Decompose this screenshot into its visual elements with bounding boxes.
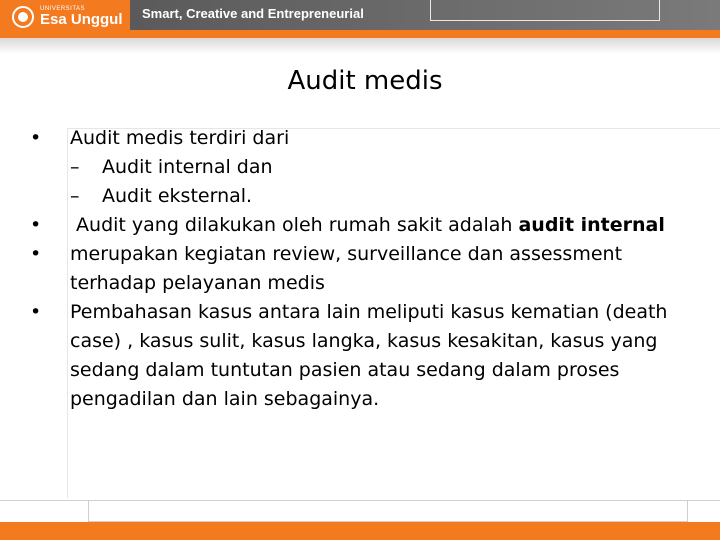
header-outline-box — [430, 0, 660, 21]
dash: – — [70, 156, 80, 178]
footer-box — [88, 500, 688, 522]
header-shadow — [0, 38, 720, 54]
footer-bar — [0, 522, 720, 540]
list-item-text: merupakan kegiatan review, surveillance dan assessment terhadap pelayanan medis — [70, 243, 623, 294]
sub-list-item-text: Audit eksternal. — [102, 185, 253, 207]
logo-subtitle: UNIVERSITAS — [40, 6, 86, 12]
logo-name: Esa Unggul — [40, 11, 123, 28]
header-banner — [0, 0, 720, 38]
bullet: • — [30, 243, 42, 265]
dash: – — [70, 185, 80, 207]
list-item-text: Pembahasan kasus antara lain meliputi kasus kematian (death case) , kasus sulit, kasus langka, kasus kesakitan, kasus yang sedang dalam tuntutan pasien atau sedang dalam proses pengadilan dan lain sebagainya. — [70, 301, 668, 410]
bullet: • — [30, 301, 42, 323]
bullet: • — [30, 127, 42, 149]
list-item-bold-text: audit internal — [518, 214, 665, 236]
tagline: Smart, Creative and Entrepreneurial — [142, 6, 364, 21]
list-item — [30, 211, 690, 240]
list-item — [30, 124, 690, 153]
list-item-text: Audit medis terdiri dari — [70, 127, 290, 149]
list-item — [30, 298, 690, 414]
slide-content — [30, 124, 690, 414]
list-item-text: Audit yang dilakukan oleh rumah sakit adalah — [70, 214, 519, 236]
sub-list-item — [30, 182, 690, 211]
list-item — [30, 240, 690, 298]
bullet: • — [30, 214, 42, 236]
sub-list-item-text: Audit internal dan — [102, 156, 273, 178]
university-logo-icon — [12, 6, 34, 28]
sub-list-item — [30, 153, 690, 182]
slide-title: Audit medis — [287, 66, 443, 96]
